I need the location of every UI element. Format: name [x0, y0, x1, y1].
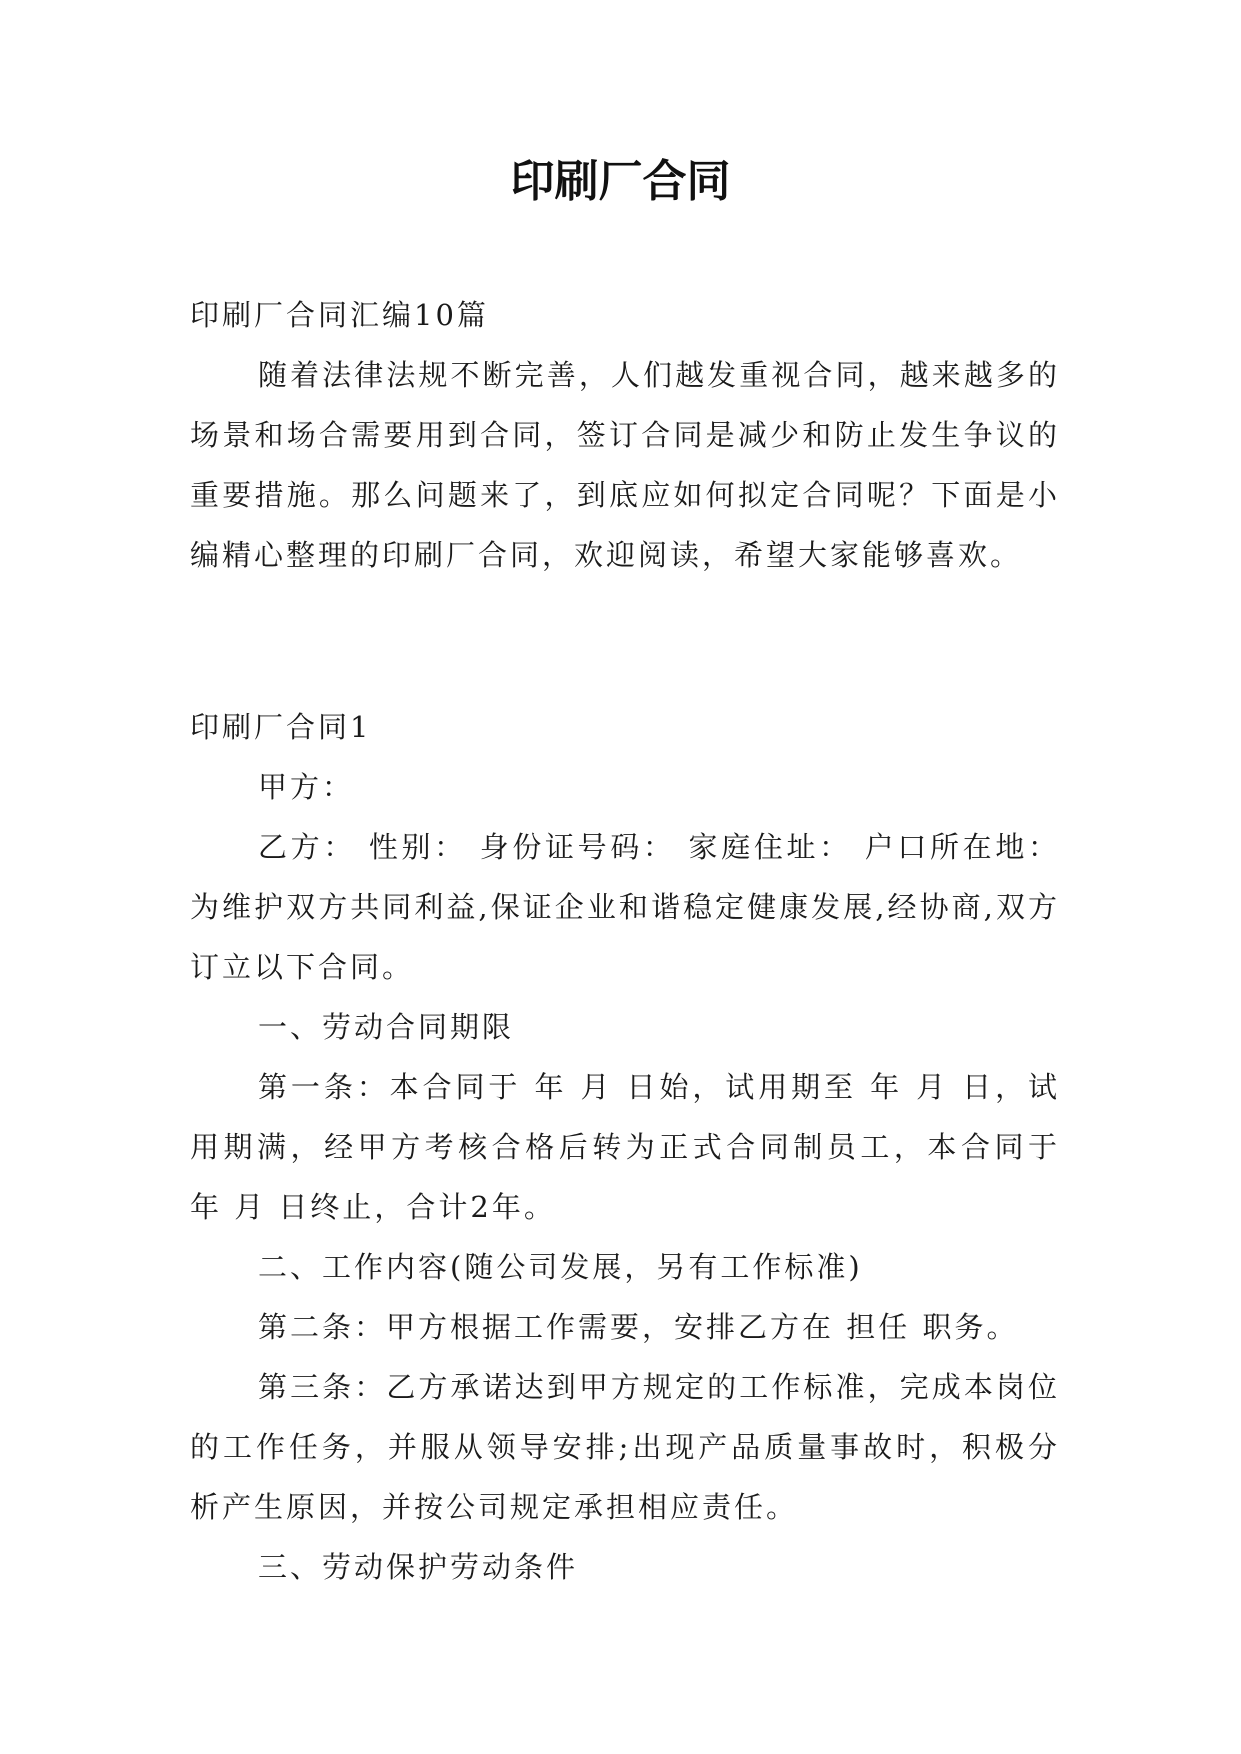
party-b-paragraph: 乙方： 性别： 身份证号码： 家庭住址： 户口所在地：为维护双方共同利益,保证企业和谐稳定健康发展,经协商,双方订立以下合同。 [190, 830, 1060, 984]
party-a-line: 甲方： [258, 770, 355, 804]
contract-heading: 印刷厂合同1 [190, 710, 372, 744]
intro-paragraph: 随着法律法规不断完善，人们越发重视合同，越来越多的场景和场合需要用到合同，签订合同是减少和防止发生争议的重要措施。那么问题来了，到底应如何拟定合同呢？下面是小编精心整理的印刷厂合同，欢迎阅读，希望大家能够喜欢。 [190, 358, 1060, 572]
clause-paragraph: 第一条：本合同于 年 月 日始，试用期至 年 月 日，试用期满，经甲方考核合格后转为正式合同制员工，本合同于 年 月 日终止，合计2年。 [190, 1070, 1060, 1224]
clause-paragraph: 第三条：乙方承诺达到甲方规定的工作标准，完成本岗位的工作任务，并服从领导安排;出现产品质量事故时，积极分析产生原因，并按公司规定承担相应责任。 [190, 1370, 1060, 1524]
section-heading: 二、工作内容(随公司发展，另有工作标准) [258, 1250, 863, 1284]
section-heading: 三、劳动保护劳动条件 [258, 1550, 579, 1584]
document-title: 印刷厂合同 [510, 156, 731, 207]
clause-paragraph: 第二条：甲方根据工作需要，安排乙方在 担任 职务。 [258, 1310, 1019, 1344]
section-heading: 一、劳动合同期限 [258, 1010, 515, 1044]
collection-heading: 印刷厂合同汇编10篇 [190, 298, 489, 332]
section-gap [190, 585, 1060, 697]
document-body [190, 285, 1060, 1597]
